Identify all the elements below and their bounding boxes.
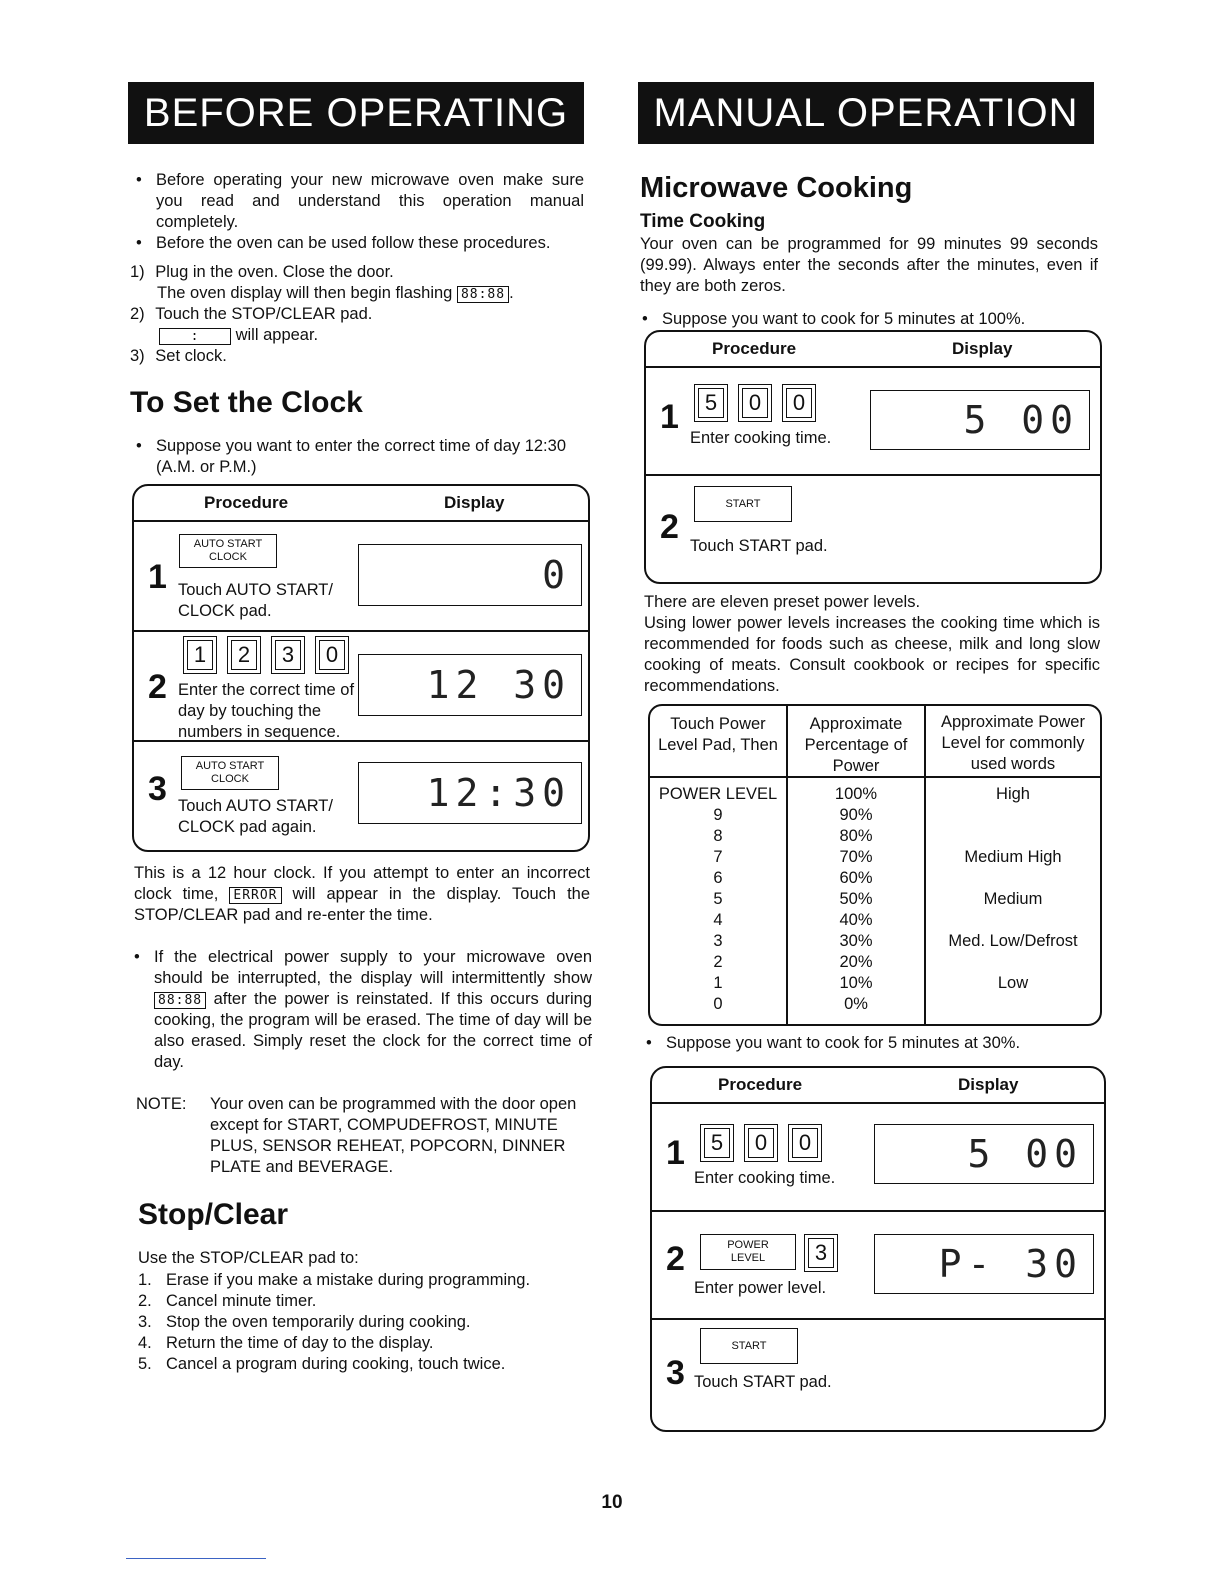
- clock-step-1: 1 AUTO START CLOCK Touch AUTO START/ CLOCK pad. 0: [134, 522, 588, 632]
- colon-display-icon: :: [159, 328, 231, 345]
- power-word-value: Medium: [983, 890, 1043, 908]
- power-percentage-value: 50%: [839, 890, 873, 908]
- key-0[interactable]: 0: [788, 1124, 822, 1162]
- intro-bullet-1: • Before operating your new microwave oven make sure you read and understand this operation manual completely.: [136, 171, 584, 231]
- power-percentage-value: 0%: [844, 995, 868, 1013]
- key-3[interactable]: 3: [271, 636, 305, 674]
- footer-line: [126, 1558, 266, 1559]
- power-percentage-value: 80%: [839, 827, 873, 845]
- power-percentage-value: 90%: [839, 806, 873, 824]
- table-header: Touch Power Level Pad, Then: [658, 715, 778, 754]
- time-cooking-intro: Your oven can be programmed for 99 minutes 99 seconds (99.99). Always enter the seconds after the minutes, even if they are both zeros.: [640, 235, 1098, 295]
- lower-power-text: Using lower power levels increases the cooking time which is recommended for foods such as cheese, milk and long slow cooking of meats. Consult cookbook or recipes for specific recommendations.: [644, 614, 1100, 695]
- list-item: 1. Erase if you make a mistake during programming.: [138, 1271, 531, 1289]
- power-level-value: 9: [713, 806, 723, 824]
- flashing-display-icon: 88:88: [457, 286, 509, 303]
- cook-100-procedure-table: Procedure Display 1 5 0 0 Enter cooking time. 5 00 2 START Touch START pad.: [644, 330, 1102, 584]
- key-3[interactable]: 3: [804, 1234, 838, 1272]
- procedure-header: Procedure Display: [134, 486, 588, 522]
- before-operating-banner: BEFORE OPERATING: [128, 82, 584, 144]
- flashing-display-icon-2: 88:88: [154, 992, 206, 1009]
- clock-step-2: 2 1 2 3 0 Enter the correct time of day by touching the numbers in sequence. 12 30: [134, 632, 588, 742]
- note-text: Your oven can be programmed with the door open except for START, COMPUDEFROST, MINUTE PLUS, SENSOR REHEAT, POPCORN, DINNER PLATE and BEVERAGE.: [210, 1095, 577, 1176]
- cook-30-power-display: P- 30: [874, 1234, 1094, 1294]
- list-item: 5. Cancel a program during cooking, touch twice.: [138, 1355, 506, 1373]
- power-word-value: Med. Low/Defrost: [948, 932, 1078, 950]
- cook-30-time-display: 5 00: [874, 1124, 1094, 1184]
- key-5[interactable]: 5: [694, 384, 728, 422]
- cook-100-display: 5 00: [870, 390, 1090, 450]
- power-level-value: 8: [713, 827, 723, 845]
- cook-30-procedure-table: Procedure Display 1 5 0 0 Enter cooking time. 5 00 2 POWER LEVEL 3 Enter power level. P- 30 3 START Touch START pad.: [650, 1066, 1106, 1432]
- power-word-value: Medium High: [964, 848, 1062, 866]
- stop-clear-title: Stop/Clear: [138, 1198, 289, 1231]
- set-clock-title: To Set the Clock: [130, 386, 363, 419]
- power-level-value: 5: [713, 890, 723, 908]
- setup-step-3: 3) Set clock.: [130, 347, 227, 365]
- stop-clear-list: [138, 1270, 594, 1375]
- manual-operation-banner: MANUAL OPERATION: [638, 82, 1094, 144]
- clock-bullet: • Suppose you want to enter the correct time of day 12:30 (A.M. or P.M.): [136, 437, 566, 476]
- start-pad[interactable]: START: [694, 486, 792, 522]
- cook-30-bullet: • Suppose you want to cook for 5 minutes at 30%.: [646, 1034, 1021, 1052]
- setup-step-2: 2) Touch the STOP/CLEAR pad.: [130, 305, 373, 323]
- intro-bullet-2: • Before the oven can be used follow these procedures.: [136, 234, 551, 252]
- key-0[interactable]: 0: [315, 636, 349, 674]
- cook-100-step-2: 2 START Touch START pad.: [646, 476, 1100, 580]
- power-percentage-value: 30%: [839, 932, 873, 950]
- power-level-value: 1: [713, 974, 723, 992]
- key-0[interactable]: 0: [782, 384, 816, 422]
- auto-start-clock-pad-again[interactable]: AUTO START CLOCK: [181, 756, 279, 790]
- key-0[interactable]: 0: [738, 384, 772, 422]
- power-percentage-value: 20%: [839, 953, 873, 971]
- power-percentage-value: 10%: [839, 974, 873, 992]
- key-0[interactable]: 0: [744, 1124, 778, 1162]
- page-number: 10: [601, 1492, 623, 1513]
- power-word-value: High: [996, 785, 1030, 803]
- cook-100-bullet: • Suppose you want to cook for 5 minutes at 100%.: [642, 310, 1026, 328]
- twelve-hour-note: This is a 12 hour clock. If you attempt to enter an incorrect clock time, ERROR will appear in the display. Touch the STOP/CLEAR pad and re-enter the time.: [134, 864, 591, 924]
- power-level-pad[interactable]: POWER LEVEL: [700, 1234, 796, 1270]
- setup-step-1: 1) Plug in the oven. Close the door.: [130, 263, 394, 281]
- power-percentage-value: 40%: [839, 911, 873, 929]
- cook-30-step-3: 3 START Touch START pad.: [652, 1320, 1104, 1428]
- setup-step-2-detail: : will appear.: [159, 325, 579, 346]
- power-level-value: 4: [713, 911, 723, 929]
- error-display-icon: ERROR: [229, 887, 281, 904]
- clock-display-1: 0: [358, 544, 582, 606]
- auto-start-clock-pad[interactable]: AUTO START CLOCK: [179, 534, 277, 568]
- cook-30-step-1: 1 5 0 0 Enter cooking time. 5 00: [652, 1104, 1104, 1212]
- start-pad[interactable]: START: [700, 1328, 798, 1364]
- power-word-value: Low: [997, 974, 1029, 992]
- cook-30-step-2: 2 POWER LEVEL 3 Enter power level. P- 30: [652, 1212, 1104, 1320]
- power-level-value: 7: [713, 848, 723, 866]
- list-item: 2. Cancel minute timer.: [138, 1292, 317, 1310]
- setup-step-1-detail: The oven display will then begin flashing 88:88 .: [157, 284, 514, 302]
- power-percentage-value: 100%: [834, 785, 878, 803]
- power-percentage-value: 70%: [839, 848, 873, 866]
- key-5[interactable]: 5: [700, 1124, 734, 1162]
- power-percentage-value: 60%: [839, 869, 873, 887]
- cook-100-step-1: 1 5 0 0 Enter cooking time. 5 00: [646, 368, 1100, 476]
- power-level-value: 2: [713, 953, 723, 971]
- clock-step-3: 3 AUTO START CLOCK Touch AUTO START/ CLOCK pad again. 12:30: [134, 742, 588, 848]
- key-1[interactable]: 1: [183, 636, 217, 674]
- table-header: Approximate Percentage of Power: [804, 715, 908, 775]
- microwave-cooking-title: Microwave Cooking: [640, 172, 913, 204]
- stop-clear-intro: Use the STOP/CLEAR pad to:: [138, 1249, 359, 1267]
- power-level-value: 0: [713, 995, 723, 1013]
- power-level-value: POWER LEVEL: [658, 785, 778, 803]
- clock-display-2: 12 30: [358, 654, 582, 716]
- power-interrupt-bullet: • If the electrical power supply to your microwave oven should be interrupted, the display will intermittently show 88:88 after the power is reinstated. If this occurs during cooking, the program will be erased. The time of day will be also erased. Simply reset the clock for the correct time of day.: [134, 948, 592, 1071]
- power-level-value: 3: [713, 932, 723, 950]
- note-label: NOTE:: [136, 1095, 187, 1113]
- key-2[interactable]: 2: [227, 636, 261, 674]
- preset-levels-text: There are eleven preset power levels.: [644, 593, 921, 611]
- power-level-value: 6: [713, 869, 723, 887]
- list-item: 4. Return the time of day to the display.: [138, 1334, 434, 1352]
- time-cooking-subtitle: Time Cooking: [640, 211, 766, 232]
- clock-procedure-table: [132, 484, 590, 852]
- list-item: 3. Stop the oven temporarily during cooking.: [138, 1313, 471, 1331]
- table-header: Approximate Power Level for commonly used words: [941, 713, 1085, 773]
- clock-display-3: 12:30: [358, 762, 582, 824]
- power-level-table: [648, 704, 1102, 1026]
